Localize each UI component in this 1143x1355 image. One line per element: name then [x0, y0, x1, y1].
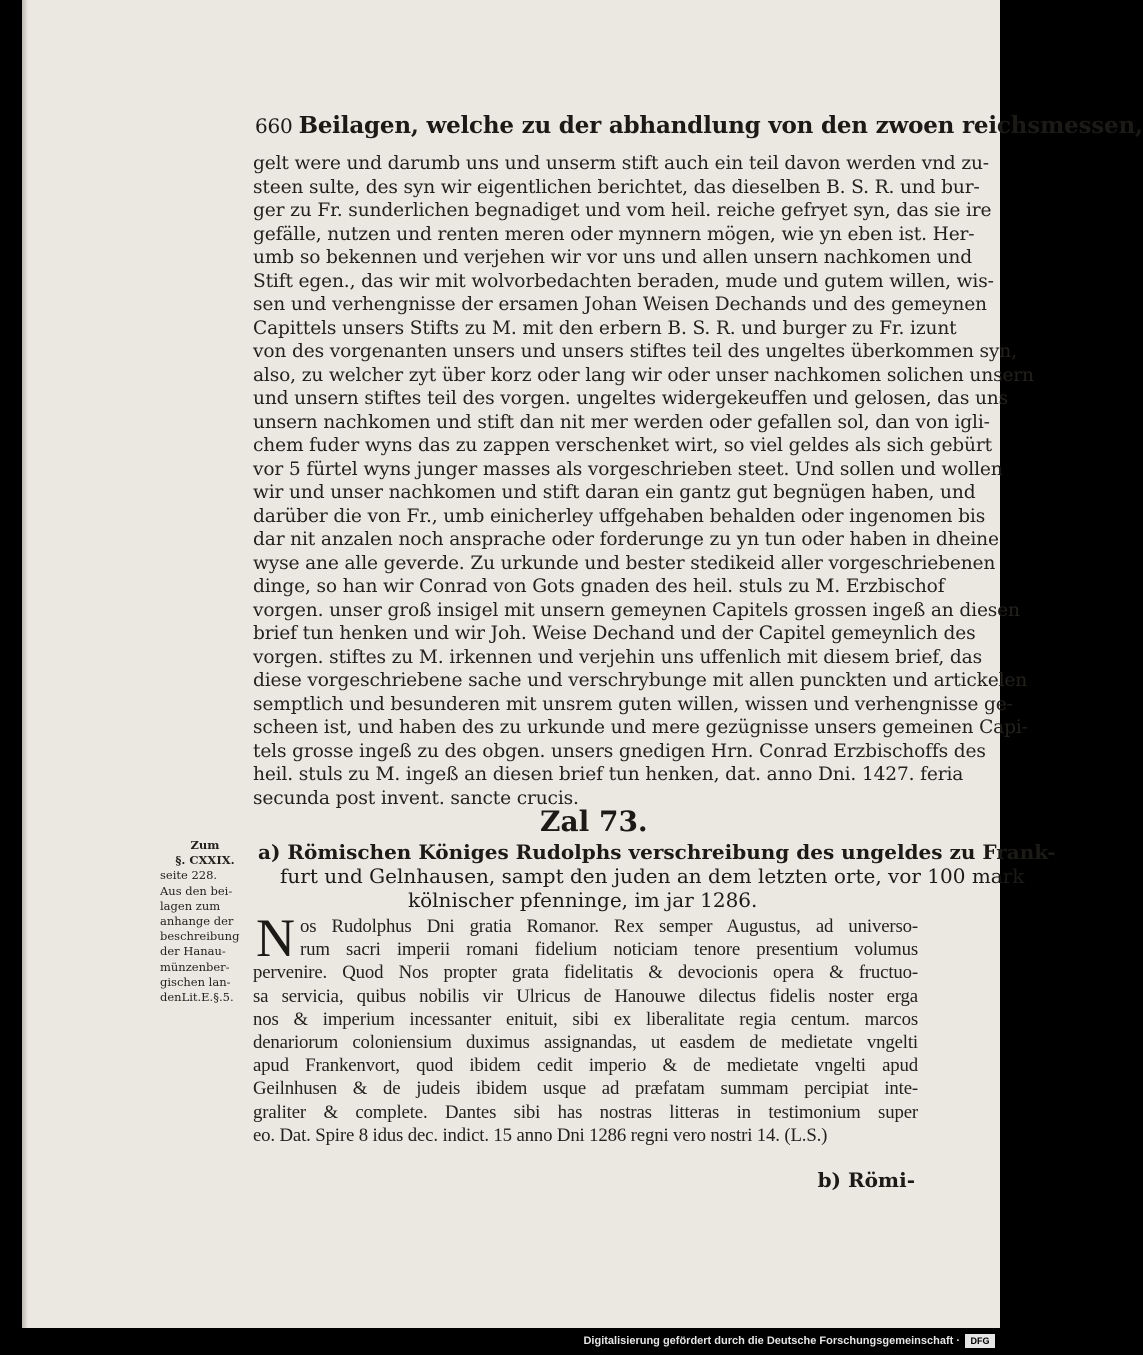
margin-note: [160, 838, 250, 1005]
text-line: eo. Dat. Spire 8 idus dec. indict. 15 anno Dni 1286 regni vero nostri 14. (L.S.): [253, 1124, 828, 1146]
text-line: vorgen. stiftes zu M. irkennen und verjehin uns uffenlich mit diesem brief, das: [253, 646, 982, 668]
text-line: Geilnhusen & de judeis ibidem usque ad præfatam summam percipiat inte-: [253, 1078, 918, 1100]
digitization-credit: Digitalisierung gefördert durch die Deutsche Forschungsgemeinschaft ·: [583, 1335, 960, 1347]
header-title: Beilagen, welche zu der abhandlung von den zwoen reichsmessen,: [298, 112, 1143, 139]
text-line: chem fuder wyns das zu zappen verschenket wirt, so viel geldes als sich gebürt: [253, 435, 992, 456]
text-line: secunda post invent. sancte crucis.: [253, 787, 579, 809]
latin-text-block: [253, 915, 918, 1147]
page-edge-shadow: [22, 0, 28, 1328]
text-line: ger zu Fr. sunderlichen begnadiget und vom heil. reiche gefryet syn, das sie ire: [253, 200, 992, 221]
margin-note-line: denLit.E.§.5.: [160, 990, 234, 1005]
text-line: diese vorgeschriebene sache und verschrybunge mit allen punckten und artickelen: [253, 670, 1028, 691]
margin-note-line: münzenber-: [160, 959, 230, 974]
text-line: darüber die von Fr., umb einicherley uffgehaben behalden oder ingenomen bis: [253, 505, 986, 527]
text-line: wyse ane alle geverde. Zu urkunde und bester stedikeid aller vorgeschriebenen: [253, 552, 996, 574]
text-line: tels grosse ingeß zu des obgen. unsers gnedigen Hrn. Conrad Erzbischoffs des: [253, 740, 986, 762]
dfg-logo: DFG: [965, 1334, 995, 1348]
text-line: sa servicia, quibus nobilis vir Ulricus de Hanouwe dilectus fidelis noster erga: [253, 985, 918, 1007]
text-line: denariorum coloniensium duximus assignandas, ut easdem de medietate vngelti: [253, 1032, 918, 1054]
text-line: vor 5 fürtel wyns junger masses als vorgeschrieben steet. Und sollen und wollen: [253, 458, 1003, 480]
text-line: unsern nachkomen und stift dan nit mer werden oder gefallen sol, dan von igli-: [253, 411, 990, 433]
drop-capital: N: [256, 908, 295, 968]
text-line: nos & imperium incessanter enituit, sibi ex liberalitate regia centum. marcos: [253, 1008, 918, 1030]
running-header: [255, 112, 1143, 139]
section-title: Zal 73.: [540, 805, 648, 838]
text-line: steen sulte, des syn wir eigentlichen berichtet, das dieselben B. S. R. und bur-: [253, 176, 980, 198]
text-line: heil. stuls zu M. ingeß an diesen brief tun henken, dat. anno Dni. 1427. feria: [253, 764, 964, 785]
text-line: gefälle, nutzen und renten meren oder mynnern mögen, wie yn eben ist. Her-: [253, 223, 975, 245]
margin-note-line: gischen lan-: [160, 974, 231, 989]
text-line: vorgen. unser groß insigel mit unsern gemeynen Capitels grossen ingeß an diesen: [253, 599, 1020, 621]
text-line: pervenire. Quod Nos propter grata fidelitatis & devocionis opera & fructuo-: [253, 962, 918, 984]
text-line: apud Frankenvort, quod ibidem cedit imperio & de medietate vngelti apud: [253, 1055, 918, 1077]
page-number: 660: [255, 114, 293, 138]
margin-note-line: lagen zum: [160, 898, 221, 913]
text-line: rum sacri imperii romani fidelium noticiam tenore presentium volumus: [300, 939, 918, 961]
margin-note-line: Aus den bei-: [160, 883, 233, 898]
text-line: os Rudolphus Dni gratia Romanor. Rex semper Augustus, ad universo-: [300, 916, 918, 937]
text-line: und unsern stiftes teil des vorgen. ungeltes widergekeuffen und gelosen, das uns: [253, 388, 1009, 409]
text-line: wir und unser nachkomen und stift daran ein gantz gut begnügen haben, und: [253, 482, 976, 503]
text-line: Capittels unsers Stifts zu M. mit den erbern B. S. R. und burger zu Fr. izunt: [253, 317, 957, 339]
text-line: graliter & complete. Dantes sibi has nostras litteras in testimonium super: [253, 1101, 918, 1123]
text-line: von des vorgenanten unsers und unsers stiftes teil des ungeltes überkommen syn,: [253, 341, 1017, 362]
heading-line: furt und Gelnhausen, sampt den juden an dem letzten orte, vor 100 mark: [280, 864, 1025, 888]
margin-note-line: §. CXXIX.: [175, 853, 235, 868]
text-line: semptlich und besunderen mit unsrem guten willen, wissen und verhengnisse ge-: [253, 693, 1013, 715]
margin-note-line: Zum: [190, 838, 220, 852]
margin-note-line: der Hanau-: [160, 944, 226, 959]
text-line: gelt were und darumb uns und unserm stift auch ein teil davon werden vnd zu-: [253, 153, 989, 174]
text-line: scheen ist, und haben des zu urkunde und mere gezügnisse unsers gemeinen Capi-: [253, 717, 1028, 738]
margin-note-line: seite 228.: [160, 868, 218, 883]
text-line: sen und verhengnisse der ersamen Johan Weisen Dechands und des gemeynen: [253, 294, 987, 315]
main-text-block: [253, 152, 1034, 810]
document-heading: [258, 840, 1056, 912]
heading-line: kölnischer pfenninge, im jar 1286.: [408, 888, 758, 912]
text-line: umb so bekennen und verjehen wir vor uns und allen unsern nachkomen und: [253, 247, 972, 268]
text-line: brief tun henken und wir Joh. Weise Dechand und der Capitel gemeynlich des: [253, 623, 976, 644]
catchword: b) Römi-: [817, 1168, 915, 1192]
text-line: dinge, so han wir Conrad von Gots gnaden des heil. stuls zu M. Erzbischof: [253, 576, 945, 597]
text-line: dar nit anzalen noch ansprache oder forderunge zu yn tun oder haben in dheine: [253, 529, 999, 550]
margin-note-line: anhange der: [160, 914, 234, 929]
text-line: also, zu welcher zyt über korz oder lang wir oder unser nachkomen solichen unsern: [253, 364, 1034, 386]
heading-line: a) Römischen Königes Rudolphs verschreibung des ungeldes zu Frank-: [258, 840, 1056, 864]
text-line: Stift egen., das wir mit wolvorbedachten beraden, mude und gutem willen, wis-: [253, 270, 994, 292]
margin-note-line: beschreibung: [160, 929, 240, 944]
